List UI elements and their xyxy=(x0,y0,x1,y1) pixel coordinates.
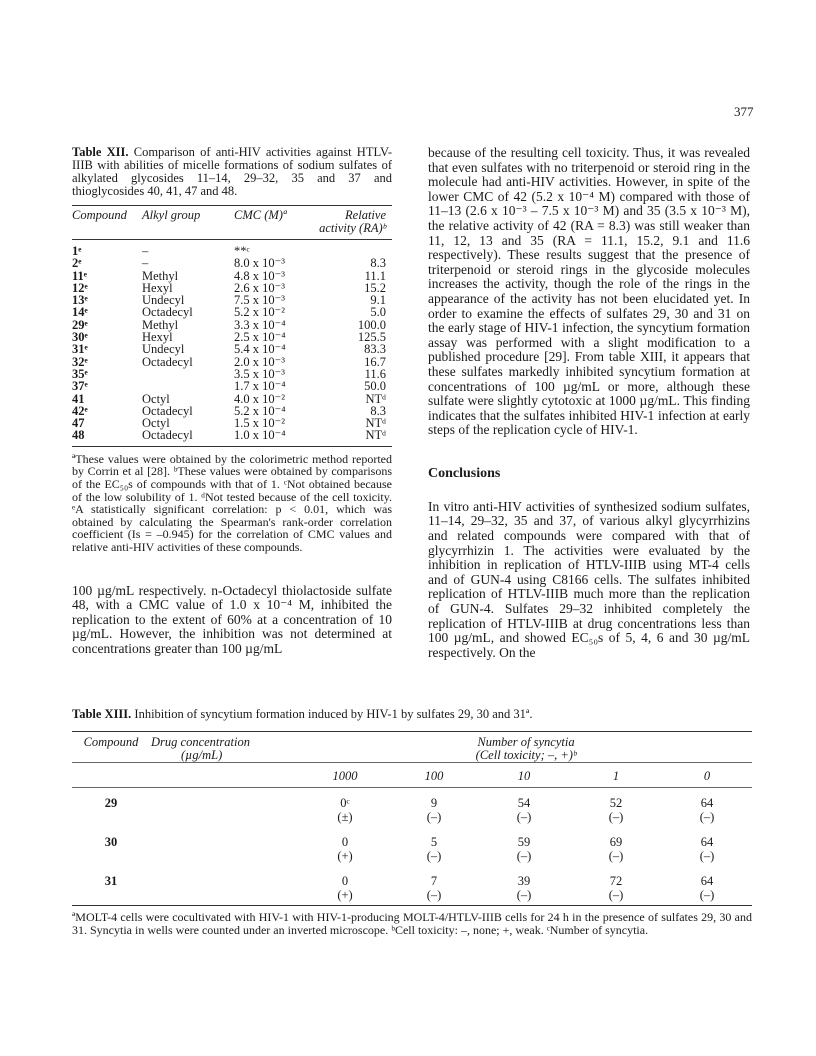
table12-cell-ra: 9.1 xyxy=(370,293,386,308)
right-column xyxy=(428,146,750,660)
table12-cell-cmc: 3.5 x 10⁻³ xyxy=(234,366,285,381)
table12-cell-cmc: 1.7 x 10⁻⁴ xyxy=(234,379,286,394)
table12-cell-ra: 50.0 xyxy=(364,379,386,394)
table12-cell-compound: 37ᵉ xyxy=(72,379,88,394)
table12-header-alkyl: Alkyl group xyxy=(142,208,201,222)
table13-header-row xyxy=(72,732,752,763)
table12-caption xyxy=(72,146,392,198)
table12 xyxy=(72,205,392,447)
table12-cell-compound: 29ᵉ xyxy=(72,317,88,332)
table13-toxicity: (–) xyxy=(516,810,532,824)
table12-caption-label: Table XII. xyxy=(72,145,129,159)
table12-cell-alkyl: – xyxy=(142,256,149,271)
table12-cell-ra: 100.0 xyxy=(357,317,386,332)
table12-footnote: ªThese values were obtained by the colorimetric method reported by Corrin et al [28]. ᵇThese values were obtained by comparisons of the EC₅₀s of compounds with that of 1. ᶜNot obtained because of the low solubility of 1. ᵈNot tested because of the cell toxicity. ᵉA statistically significant correlation: p < 0.01, which was obtained by calculating the Spearman's rank-order correlation coefficient (Is = –0.945) for the correlation of CMC values and relative anti-HIV activities of these compounds. xyxy=(72,451,392,554)
left-body-text: 100 µg/mL respectively. n-Octadecyl thiolactoside sulfate 48, with a CMC value of 1.0 x 10⁻⁴ M, inhibited the replication to the extent of 60% at a concentration of 10 µg/mL. However, the inhibition was not determined at concentrations greater than 100 µg/mL xyxy=(72,582,392,656)
table12-cell-alkyl: Octadecyl xyxy=(142,428,193,443)
table12-cell-compound: 31ᵉ xyxy=(72,342,88,357)
table13-toxicity: (+) xyxy=(337,849,353,863)
table12-row xyxy=(72,343,392,355)
table12-cell-ra: 5.0 xyxy=(370,305,386,320)
table12-row xyxy=(72,240,392,258)
table13-count: 7 xyxy=(430,874,438,888)
table13-count: 5 xyxy=(430,835,438,849)
page-number: 377 xyxy=(734,104,754,119)
table13-concentration: 100 xyxy=(424,769,444,783)
table13-count: 0 xyxy=(341,874,349,888)
table12-caption-text: Comparison of anti-HIV activities against HTLV-IIIB with abilities of micelle formations of sodium sulfates of alkylated glycosides 11–14, 29–32, 35 and 37 and thioglycosides 40, 41, 47 and 48. xyxy=(72,145,392,198)
table12-header-compound: Compound xyxy=(72,208,127,222)
table12-cell-ra: 8.3 xyxy=(370,403,386,418)
table13-toxicity: (–) xyxy=(516,849,532,863)
table12-cell-alkyl xyxy=(142,368,230,380)
table12-row xyxy=(72,429,392,446)
table13-toxicity: (–) xyxy=(699,810,715,824)
table13-toxicity: (–) xyxy=(608,849,624,863)
table13-compound: 29 xyxy=(104,796,118,810)
table12-row xyxy=(72,282,392,294)
table13-caption-text: Inhibition of syncytium formation induced by HIV-1 by sulfates 29, 30 and 31ª. xyxy=(131,707,533,721)
table13-count: 52 xyxy=(609,796,623,810)
table12-row xyxy=(72,270,392,282)
table12-row xyxy=(72,380,392,392)
table12-row xyxy=(72,368,392,380)
table12-cell-alkyl: Octadecyl xyxy=(142,403,193,418)
table13-toxicity: (+) xyxy=(337,888,353,902)
table13-row xyxy=(72,827,752,849)
table12-cell-cmc: 2.5 x 10⁻⁴ xyxy=(234,330,286,345)
table13-row xyxy=(72,788,752,811)
table12-cell-compound: 32ᵉ xyxy=(72,354,88,369)
table13-row xyxy=(72,866,752,888)
table12-cell-ra: NTᵈ xyxy=(365,416,386,431)
table13-concentration: 10 xyxy=(517,769,531,783)
table13-toxicity: (–) xyxy=(699,849,715,863)
table12-row xyxy=(72,319,392,331)
table12-row xyxy=(72,257,392,269)
table13-caption-label: Table XIII. xyxy=(72,707,132,721)
table12-cell-ra: 15.2 xyxy=(364,280,386,295)
table13-toxicity: (–) xyxy=(426,888,442,902)
table12-cell-cmc: 8.0 x 10⁻³ xyxy=(234,256,285,271)
table13-header-drug-line1: Drug concentration xyxy=(151,735,250,749)
table13-count: 64 xyxy=(700,796,714,810)
table13-toxicity: (–) xyxy=(426,810,442,824)
table13-header-compound: Compound xyxy=(83,735,139,749)
table12-cell-cmc: 2.6 x 10⁻³ xyxy=(234,280,285,295)
table12-row xyxy=(72,405,392,417)
table12-cell-alkyl: Octadecyl xyxy=(142,305,193,320)
table12-cell-cmc: 1.0 x 10⁻⁴ xyxy=(234,428,286,443)
table12-cell-cmc: 5.2 x 10⁻² xyxy=(234,305,285,320)
table13-count: 9 xyxy=(430,796,438,810)
left-column xyxy=(72,146,392,656)
table13-count: 0ᶜ xyxy=(340,796,350,810)
table12-cell-cmc: 3.3 x 10⁻⁴ xyxy=(234,317,286,332)
right-body-text: because of the resulting cell toxicity. Thus, it was revealed that even sulfates with no triterpenoid or steroid ring in the molecule had anti-HIV activities. However, in spite of the lower CMC of 42 (5.2 x 10⁻⁴ M) compared with those of 11–13 (2.6 x 10⁻³ – 7.5 x 10⁻³ M) and 35 (3.5 x 10⁻³ M), the relative activity of 42 (RA = 8.3) was still weaker than 11, 12, 13 and 35 (RA = 11.1, 15.2, 9.1 and 11.6 respectively). These results suggest that the presence of triterpenoid or steroid rings in the glycoside molecules increases the activity, though the role of the rings in the appearance of the activity has not been elucidated yet. In order to examine the effects of sulfates 29, 30 and 31 on the early stage of HIV-1 infection, the syncytium formation assay was performed with a slight modification to a published procedure [29]. From table XIII, it appears that these sulfates markedly inhibited syncytium formation at concentrations of 100 µg/mL or more, although these sulfate were slightly cytotoxic at 1000 µg/mL. This finding indicates that the sulfates inhibited HIV-1 infection at early steps of the replication cycle of HIV-1. xyxy=(428,145,750,438)
table12-cell-cmc: 4.8 x 10⁻³ xyxy=(234,268,285,283)
table12-cell-alkyl: Methyl xyxy=(142,268,179,283)
table13-toxicity: (–) xyxy=(699,888,715,902)
table13-concentration: 1000 xyxy=(332,769,358,783)
table13-count: 69 xyxy=(609,835,623,849)
table12-header-row xyxy=(72,206,392,240)
table12-header-cmc: CMC (M)ª xyxy=(234,208,287,222)
table13-concentration: 0 xyxy=(703,769,711,783)
table13-compound: 31 xyxy=(104,874,118,888)
conclusions-text: In vitro anti-HIV activities of synthesized sodium sulfates, 11–14, 29–32, 35 and 37, of various alkyl glycyrrhizins and related compounds were compared with that of glycyrrhizin 1. The activities were evaluated by the inhibition in replication of HTLV-IIIB using MT-4 cells and of GUN-4 using C8166 cells. The sulfates inhibited replication of HTLV-IIIB much more than the replication of GUN-4. Sulfates 29–32 inhibited completely the replication of HTLV-IIIB at drug concentrations less than 100 µg/mL, and showed EC₅₀s of 5, 4, 6 and 30 µg/mL respectively. On the xyxy=(428,498,750,660)
table13-caption xyxy=(72,707,752,722)
table13-footnote: ªMOLT-4 cells were cocultivated with HIV-1 with HIV-1-producing MOLT-4/HTLV-IIIB cells for 24 h in the presence of sulfates 29, 30 and 31. Syncytia in wells were counted under an inverted microscope. ᵇCell toxicity: –, none; +, weak. ᶜNumber of syncytia. xyxy=(72,910,752,937)
table12-cell-compound: 13ᵉ xyxy=(72,293,88,308)
table13-concentration-row xyxy=(72,763,752,788)
table12-cell-alkyl: Methyl xyxy=(142,317,179,332)
table12-cell-alkyl: – xyxy=(142,244,149,258)
table13-header-drug xyxy=(150,732,300,763)
table13-concentration: 1 xyxy=(612,769,620,783)
table12-cell-compound: 48 xyxy=(72,428,85,443)
table12-cell-alkyl: Hexyl xyxy=(142,330,173,345)
table13-count: 64 xyxy=(700,835,714,849)
table13-count: 39 xyxy=(517,874,531,888)
table12-row xyxy=(72,294,392,306)
table12-cell-ra: NTᵈ xyxy=(365,428,386,443)
table12-cell-compound: 14ᵉ xyxy=(72,305,88,320)
table12-cell-ra: 83.3 xyxy=(364,342,386,357)
table12-row xyxy=(72,331,392,343)
table13-toxicity-row xyxy=(72,849,752,866)
table13-count: 72 xyxy=(609,874,623,888)
conclusions-heading: Conclusions xyxy=(428,465,501,481)
table13-toxicity: (–) xyxy=(426,849,442,863)
table13-toxicity: (±) xyxy=(337,810,353,824)
table13-header-drug-line2: (µg/mL) xyxy=(181,747,223,762)
table12-cell-ra xyxy=(314,240,392,258)
table13 xyxy=(72,731,752,906)
table12-row xyxy=(72,393,392,405)
table12-cell-compound: 47 xyxy=(72,416,85,431)
table12-cell-ra: NTᵈ xyxy=(365,391,386,406)
table12-row xyxy=(72,306,392,318)
table12-cell-ra: 125.5 xyxy=(357,330,386,345)
table12-row xyxy=(72,356,392,368)
table12-cell-cmc: 5.4 x 10⁻⁴ xyxy=(234,342,286,357)
table12-cell-cmc: 4.0 x 10⁻² xyxy=(234,391,285,406)
table12-cell-alkyl xyxy=(142,380,230,392)
table12-cell-alkyl: Octyl xyxy=(142,391,170,406)
table12-cell-compound: 12ᵉ xyxy=(72,280,88,295)
table12-header-ra: Relative activity (RA)ᵇ xyxy=(319,208,386,235)
table12-cell-compound: 1ᵉ xyxy=(72,244,82,258)
table12-cell-compound: 2ᵉ xyxy=(72,256,82,271)
table12-cell-alkyl: Undecyl xyxy=(142,293,185,308)
table13-toxicity: (–) xyxy=(516,888,532,902)
table12-cell-cmc: 7.5 x 10⁻³ xyxy=(234,293,285,308)
table13-count: 59 xyxy=(517,835,531,849)
table12-cell-ra: 8.3 xyxy=(370,256,386,271)
table13-toxicity: (–) xyxy=(608,810,624,824)
table13-toxicity: (–) xyxy=(608,888,624,902)
table13-count: 0 xyxy=(341,835,349,849)
table12-cell-alkyl: Hexyl xyxy=(142,280,173,295)
table12-cell-compound: 35ᵉ xyxy=(72,366,88,381)
table13-compound: 30 xyxy=(104,835,118,849)
table13-header-syncytia-line1: Number of syncytia xyxy=(477,735,575,749)
table12-body xyxy=(72,240,392,447)
table13-count: 54 xyxy=(517,796,531,810)
table13-header-syncytia-line2: (Cell toxicity; –, +)ᵇ xyxy=(475,747,577,762)
table13-count: 64 xyxy=(700,874,714,888)
table12-cell-ra: 11.1 xyxy=(364,268,386,283)
table13-body xyxy=(72,788,752,906)
table12-cell-alkyl: Octadecyl xyxy=(142,354,193,369)
table12-cell-ra: 16.7 xyxy=(364,354,386,369)
table12-cell-ra: 11.6 xyxy=(364,366,386,381)
table12-cell-cmc: 5.2 x 10⁻⁴ xyxy=(234,403,286,418)
table12-cell-compound: 41 xyxy=(72,391,85,406)
table12-cell-compound: 11ᵉ xyxy=(72,268,88,283)
table12-cell-compound: 30ᵉ xyxy=(72,330,88,345)
table13-toxicity-row xyxy=(72,888,752,906)
table12-cell-cmc: **ᶜ xyxy=(234,244,250,258)
table12-cell-alkyl: Undecyl xyxy=(142,342,185,357)
table12-cell-cmc: 2.0 x 10⁻³ xyxy=(234,354,285,369)
table13-toxicity-row xyxy=(72,810,752,827)
table12-cell-alkyl: Octyl xyxy=(142,416,170,431)
table12-row xyxy=(72,417,392,429)
table13-header-syncytia xyxy=(300,732,752,763)
table12-cell-compound: 42ᵉ xyxy=(72,403,88,418)
table12-cell-cmc: 1.5 x 10⁻² xyxy=(234,416,285,431)
